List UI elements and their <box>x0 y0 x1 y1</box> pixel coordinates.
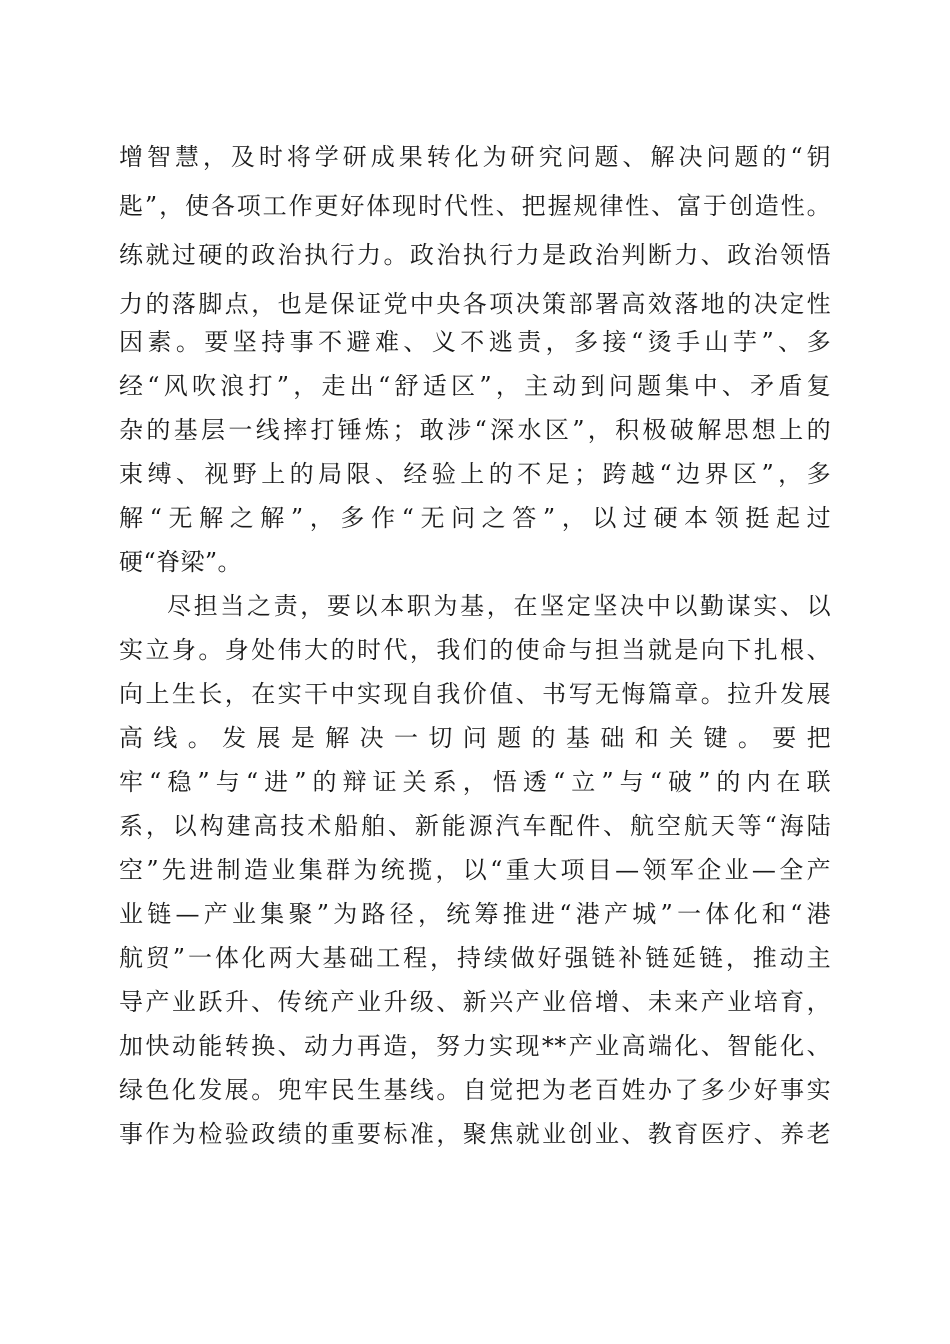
text-line: 匙”，使各项工作更好体现时代性、把握规律性、富于创造性。 <box>119 192 831 220</box>
text-line: 高线。发展是解决一切问题的基础和关键。要把 <box>119 724 831 752</box>
text-line: 硬“脊梁”。 <box>119 548 242 576</box>
text-line: 力的落脚点，也是保证党中央各项决策部署高效落地的决定性 <box>119 290 831 318</box>
text-line: 经“风吹浪打”，走出“舒适区”，主动到问题集中、矛盾复 <box>119 372 831 400</box>
text-line: 因素。要坚持事不避难、义不逃责，多接“烫手山芋”、多 <box>119 328 831 356</box>
text-line: 牢“稳”与“进”的辩证关系，悟透“立”与“破”的内在联 <box>119 768 831 796</box>
text-line: 系，以构建高技术船舶、新能源汽车配件、航空航天等“海陆 <box>119 812 831 840</box>
text-line: 空”先进制造业集群为统揽，以“重大项目—领军企业—全产 <box>119 856 831 884</box>
text-line: 业链—产业集聚”为路径，统筹推进“港产城”一体化和“港 <box>119 900 831 928</box>
text-line: 绿色化发展。兜牢民生基线。自觉把为老百姓办了多少好事实 <box>119 1076 831 1104</box>
text-line: 向上生长，在实干中实现自我价值、书写无悔篇章。拉升发展 <box>119 680 831 708</box>
text-line: 增智慧，及时将学研成果转化为研究问题、解决问题的“钥 <box>119 143 831 171</box>
text-line: 航贸”一体化两大基础工程，持续做好强链补链延链，推动主 <box>119 944 831 972</box>
paragraph-first-line: 尽担当之责，要以本职为基，在坚定坚决中以勤谋实、以 <box>167 592 831 620</box>
text-line: 练就过硬的政治执行力。政治执行力是政治判断力、政治领悟 <box>119 241 831 269</box>
text-line: 实立身。身处伟大的时代，我们的使命与担当就是向下扎根、 <box>119 636 831 664</box>
text-line: 加快动能转换、动力再造，努力实现**产业高端化、智能化、 <box>119 1032 831 1060</box>
text-line: 束缚、视野上的局限、经验上的不足；跨越“边界区”，多 <box>119 460 831 488</box>
text-line: 解“无解之解”，多作“无问之答”，以过硬本领挺起过 <box>119 504 831 532</box>
text-line: 导产业跃升、传统产业升级、新兴产业倍增、未来产业培育， <box>119 988 831 1016</box>
text-line: 杂的基层一线摔打锤炼；敢涉“深水区”，积极破解思想上的 <box>119 416 831 444</box>
text-line: 事作为检验政绩的重要标准，聚焦就业创业、教育医疗、养老 <box>119 1120 831 1148</box>
